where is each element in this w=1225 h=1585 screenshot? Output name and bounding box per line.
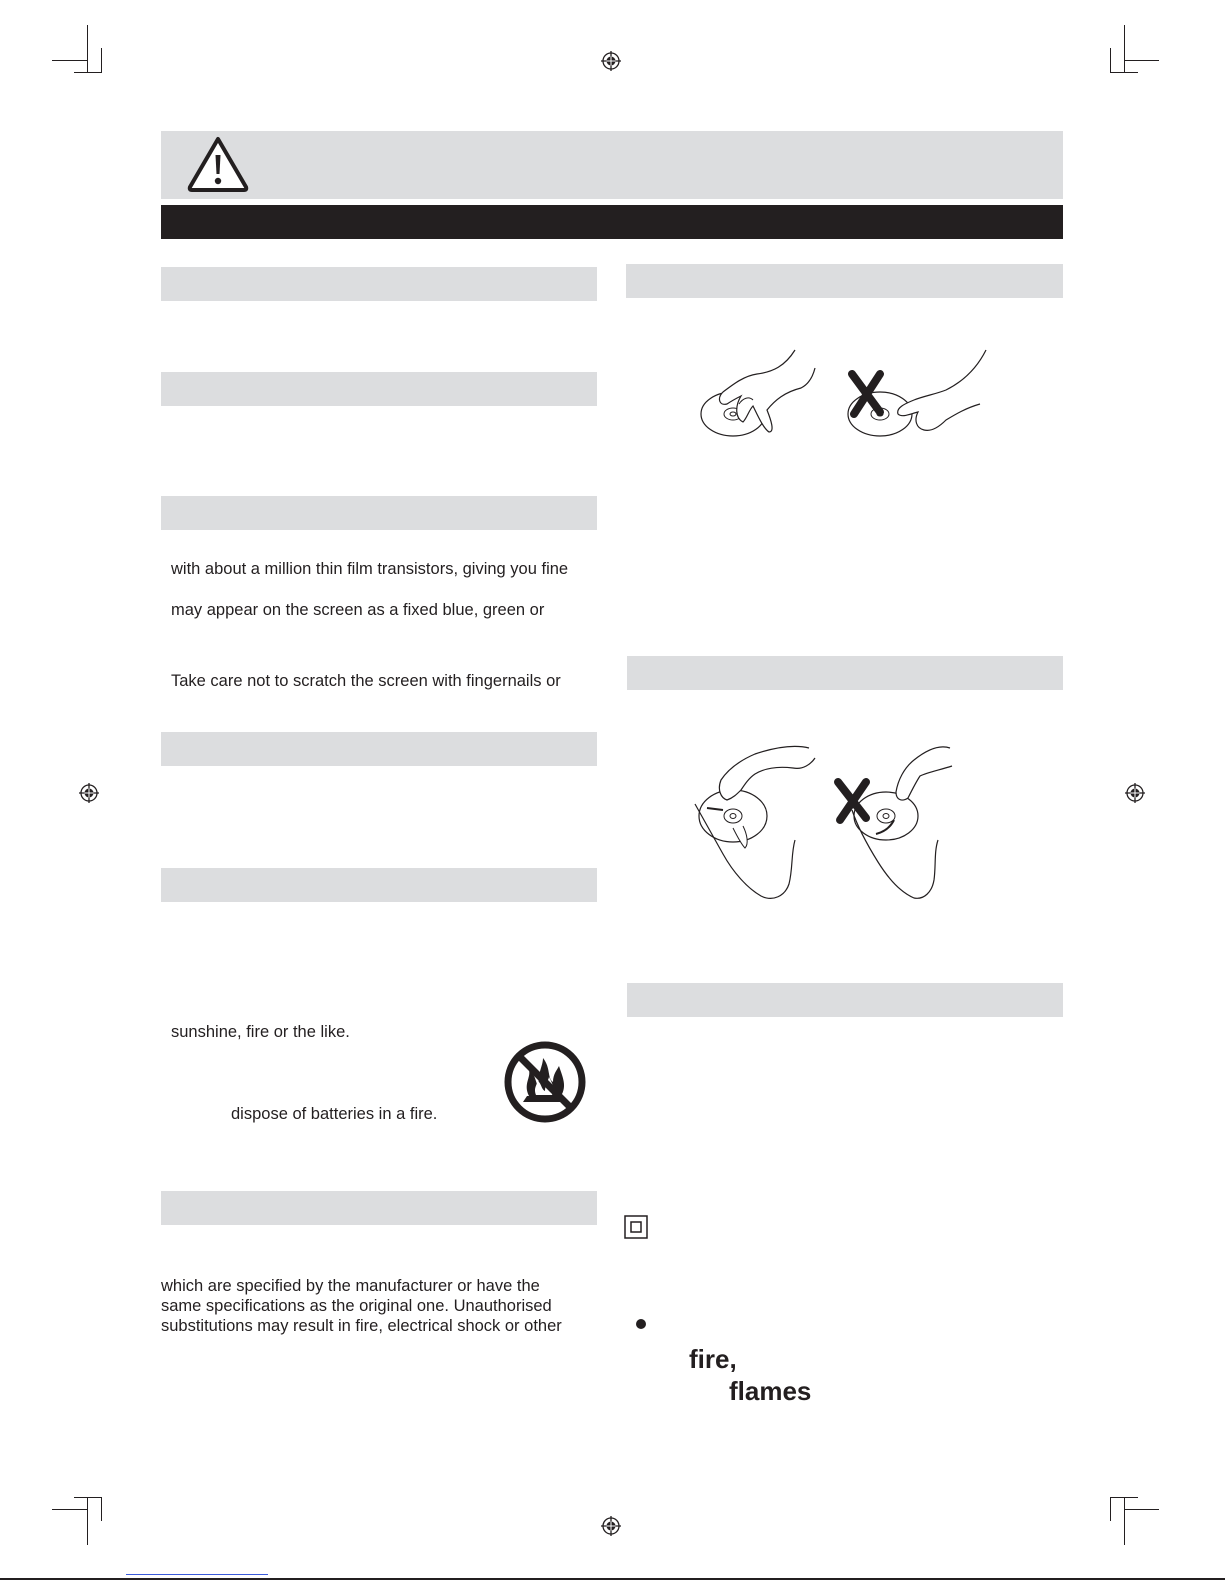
parts-text-line: which are specified by the manufacturer or have the [161,1277,540,1295]
parts-text-line: same specifications as the original one. Unauthorised [161,1297,552,1315]
cd-wrong-removal-illustration [832,744,964,902]
header-black-bar [161,205,1063,239]
section-heading-bar [161,496,597,530]
registration-mark-icon [1125,783,1145,803]
lcd-text-line: may appear on the screen as a fixed blue, green or [171,601,545,619]
lcd-text-line: Take care not to scratch the screen with fingernails or [171,672,561,690]
cd-wrong-handling-illustration [840,348,995,444]
registration-mark-icon [79,783,99,803]
section-heading-bar [161,732,597,766]
parts-text-line: substitutions may result in fire, electrical shock or other [161,1317,562,1335]
double-insulation-icon [624,1215,648,1239]
header-banner [161,131,1063,199]
registration-mark-icon [601,1516,621,1536]
page-bottom-rule [0,1578,1225,1580]
cd-correct-handling-illustration [695,348,830,440]
bullet-icon [635,1318,647,1330]
battery-text-line: sunshine, fire or the like. [171,1023,350,1041]
registration-mark-icon [601,51,621,71]
section-heading-bar [626,264,1063,298]
battery-text-line: dispose of batteries in a fire. [231,1105,438,1123]
section-heading-bar [627,983,1063,1017]
section-heading-bar [161,868,597,902]
section-heading-bar [627,656,1063,690]
section-heading-bar [161,267,597,301]
lcd-text-line: with about a million thin film transistors, giving you fine [171,560,569,578]
section-heading-bar [161,372,597,406]
warning-word-flames: flames [729,1376,812,1406]
link-underline [126,1574,268,1575]
warning-word-fire: fire, [689,1344,737,1374]
warning-triangle-icon [186,135,250,193]
no-fire-icon [503,1040,587,1124]
cd-correct-removal-illustration [693,744,821,902]
section-heading-bar [161,1191,597,1225]
